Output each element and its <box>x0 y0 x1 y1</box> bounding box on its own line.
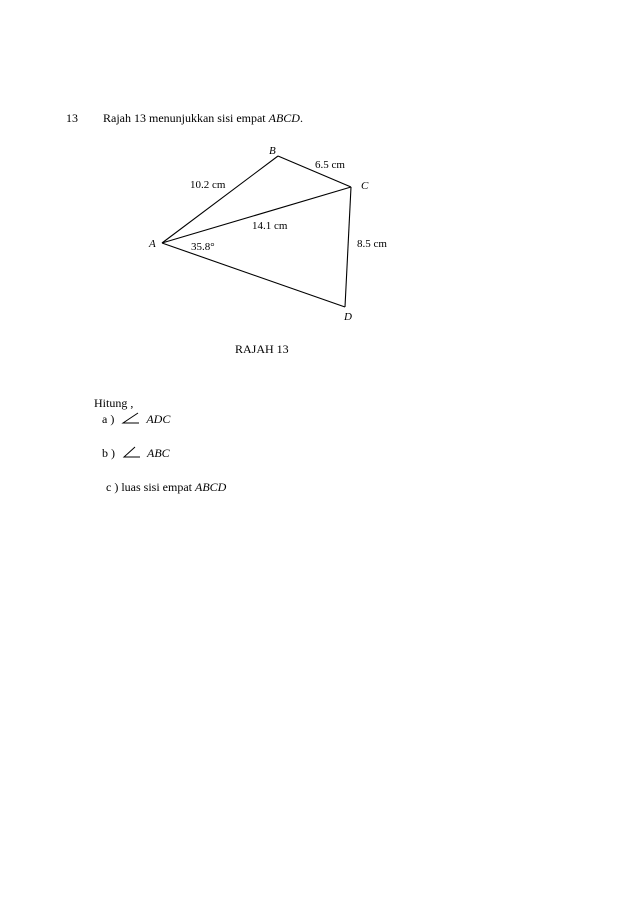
question-intro-end: . <box>299 111 303 125</box>
side-cd-label: 8.5 cm <box>357 238 387 250</box>
task-c-shape: ABCD <box>194 480 227 494</box>
task-c-prefix: c ) luas sisi empat <box>106 480 195 494</box>
task-a-angle: ADC <box>146 412 171 426</box>
angle-icon <box>122 446 142 458</box>
task-b <box>102 446 170 461</box>
vertex-c-label: C <box>361 180 369 192</box>
side-bc-label: 6.5 cm <box>315 159 345 171</box>
task-b-angle: ABC <box>147 446 170 460</box>
side-cd <box>345 187 351 307</box>
side-ad <box>162 243 345 307</box>
vertex-a-label: A <box>149 238 156 250</box>
question-intro-shape: ABCD <box>268 111 300 125</box>
vertex-b-label: B <box>269 145 276 157</box>
diagonal-ac-label: 14.1 cm <box>252 220 288 232</box>
question-number: 13 <box>66 111 78 125</box>
angle-icon <box>121 412 141 424</box>
diagram-caption: RAJAH 13 <box>235 342 289 356</box>
task-a <box>102 412 170 427</box>
side-ab-label: 10.2 cm <box>190 179 226 191</box>
vertex-d-label: D <box>344 311 352 323</box>
angle-a-label: 35.8° <box>191 241 215 253</box>
question-intro-text: Rajah 13 menunjukkan sisi empat <box>103 111 269 125</box>
diagonal-ac <box>162 187 351 243</box>
task-c <box>106 480 226 495</box>
task-a-prefix: a ) <box>102 412 115 426</box>
task-b-prefix: b ) <box>102 446 115 460</box>
tasks-heading: Hitung , <box>94 396 134 410</box>
